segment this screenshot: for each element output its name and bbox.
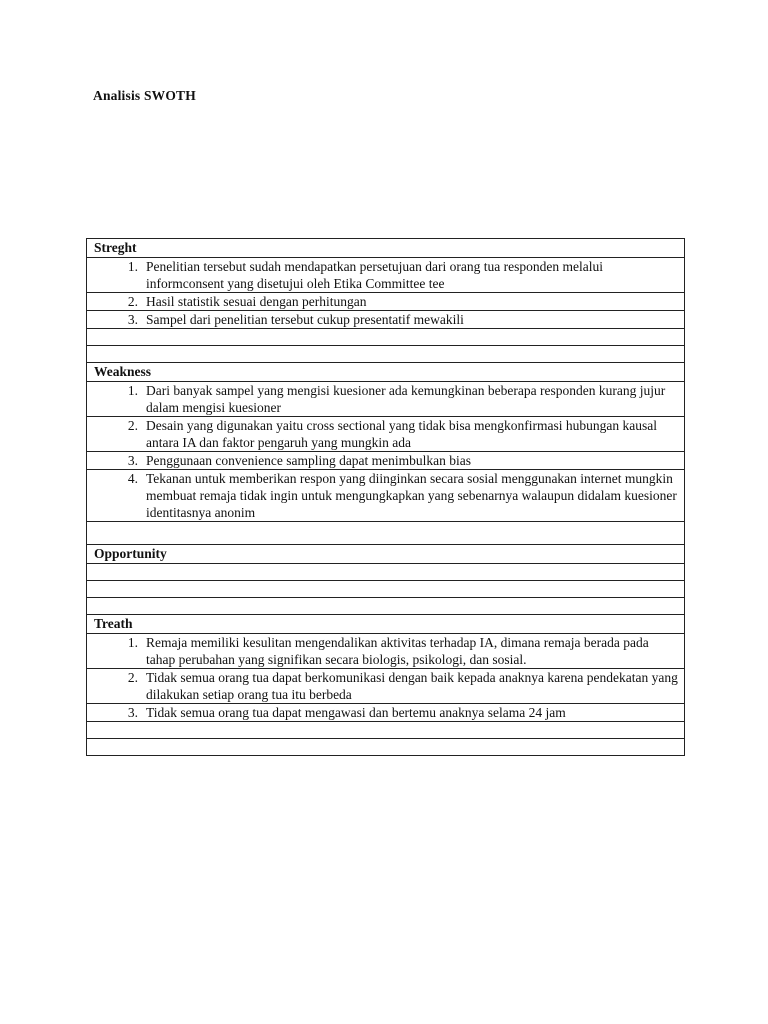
item-text: Tekanan untuk memberikan respon yang diinginkan secara sosial menggunakan internet mungkin membuat remaja tidak ingin untuk mengungkapkan yang sebenarnya walaupun didalam kuesioner identitasnya anonim bbox=[146, 471, 677, 520]
table-row bbox=[87, 470, 685, 522]
item-text: Hasil statistik sesuai dengan perhitungan bbox=[146, 294, 367, 309]
item-number: 4. bbox=[127, 471, 138, 486]
table-row bbox=[87, 382, 685, 417]
item-number: 1. bbox=[127, 383, 138, 398]
item-number: 3. bbox=[127, 705, 138, 720]
table-row bbox=[87, 634, 685, 669]
table-row bbox=[87, 293, 685, 311]
table-row bbox=[87, 311, 685, 329]
document-title: Analisis SWOTH bbox=[93, 88, 196, 103]
item-text: Desain yang digunakan yaitu cross sectional yang tidak bisa mengkonfirmasi hubungan kausal antara IA dan faktor pengaruh yang mungkin ada bbox=[146, 418, 658, 450]
empty-row bbox=[87, 346, 685, 363]
table-row bbox=[87, 704, 685, 722]
section-heading-opportunity: Opportunity bbox=[87, 545, 685, 564]
item-text: Penelitian tersebut sudah mendapatkan persetujuan dari orang tua responden melalui informconsent yang disetujui oleh Etika Committee tee bbox=[146, 259, 603, 291]
empty-row bbox=[87, 564, 685, 581]
item-number: 1. bbox=[127, 259, 138, 274]
table-row bbox=[87, 417, 685, 452]
table-row bbox=[87, 452, 685, 470]
section-heading-weakness: Weakness bbox=[87, 363, 685, 382]
empty-row bbox=[87, 739, 685, 756]
item-text: Tidak semua orang tua dapat mengawasi dan bertemu anaknya selama 24 jam bbox=[146, 705, 566, 720]
item-number: 3. bbox=[127, 453, 138, 468]
empty-row bbox=[87, 722, 685, 739]
item-text: Tidak semua orang tua dapat berkomunikasi dengan baik kepada anaknya karena pendekatan yang dilakukan setiap orang tua itu berbeda bbox=[146, 670, 678, 702]
item-text: Penggunaan convenience sampling dapat menimbulkan bias bbox=[146, 453, 472, 468]
item-text: Sampel dari penelitian tersebut cukup presentatif mewakili bbox=[146, 312, 464, 327]
empty-row bbox=[87, 581, 685, 598]
item-number: 2. bbox=[127, 670, 138, 685]
empty-row bbox=[87, 598, 685, 615]
item-number: 2. bbox=[127, 418, 138, 433]
item-number: 3. bbox=[127, 312, 138, 327]
table-row bbox=[87, 258, 685, 293]
item-number: 2. bbox=[127, 294, 138, 309]
item-text: Remaja memiliki kesulitan mengendalikan aktivitas terhadap IA, dimana remaja berada pada tahap perubahan yang signifikan secara biologis, psikologi, dan sosial. bbox=[146, 635, 649, 667]
table-row bbox=[87, 669, 685, 704]
section-heading-strength: Streght bbox=[87, 239, 685, 258]
section-heading-threat: Treath bbox=[87, 615, 685, 634]
empty-row bbox=[87, 329, 685, 346]
item-text: Dari banyak sampel yang mengisi kuesioner ada kemungkinan beberapa responden kurang jujur dalam mengisi kuesioner bbox=[146, 383, 666, 415]
item-number: 1. bbox=[127, 635, 138, 650]
swot-table bbox=[86, 238, 685, 756]
empty-row bbox=[87, 522, 685, 545]
